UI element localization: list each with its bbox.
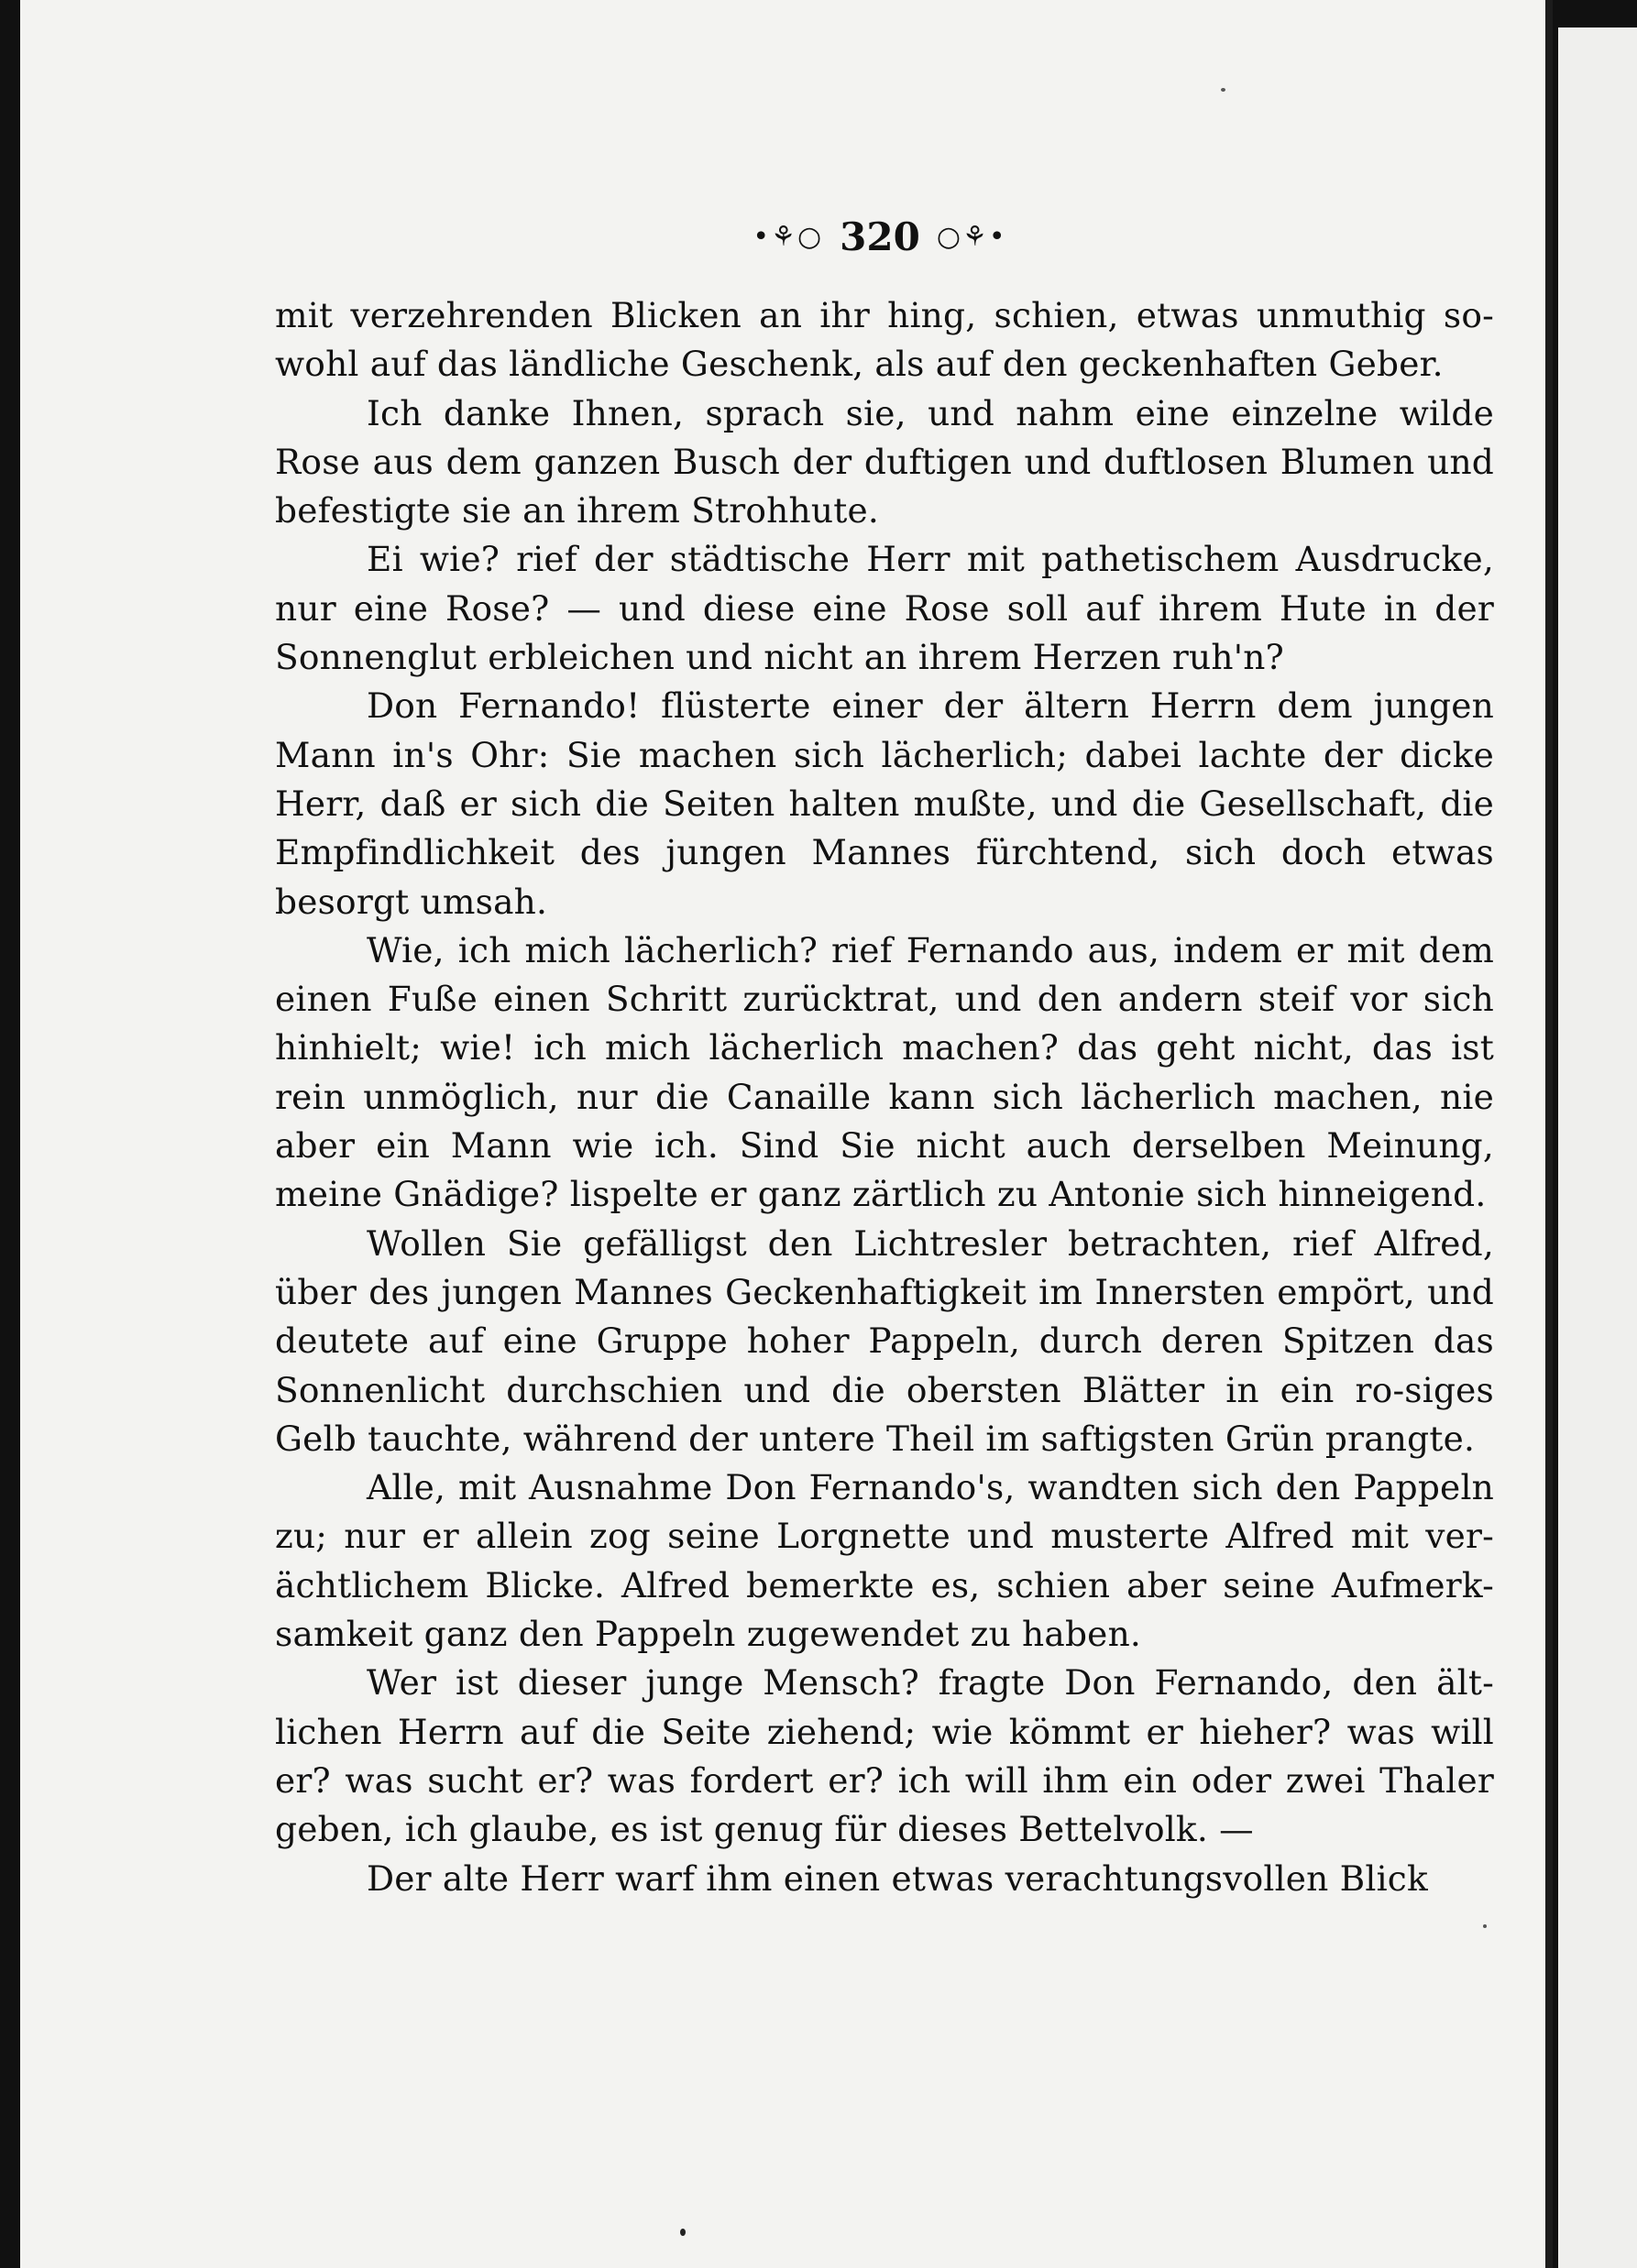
- paragraph-6: Wollen Sie gefälligst den Lichtresler betrachten, rief Alfred, über des jungen Mannes Geckenhaftigkeit im Innersten empört, und deutete auf eine Gruppe hoher Pappeln, durch deren Spitzen das Sonnenlicht durchschien und die obersten Blätter in ein ro-siges Gelb tauchte, während der untere Theil im saftigsten Grün prangte.: [275, 1222, 1494, 1459]
- paragraph-9: Der alte Herr warf ihm einen etwas verachtungsvollen Blick: [367, 1857, 1428, 1899]
- adjacent-page-edge: [1558, 27, 1637, 2268]
- ornament-left-icon: •⚘○: [753, 220, 824, 253]
- paragraph-8: Wer ist dieser junge Mensch? fragte Don Fernando, den ält-lichen Herrn auf die Seite ziehend; wie kömmt er hieher? was will er? was sucht er? was fordert er? ich will ihm ein oder zwei Thaler geben, ich glaube, es ist genug für dieses Bettelvolk. —: [275, 1662, 1494, 1850]
- paragraph-3: Ei wie? rief der städtische Herr mit pathetischem Ausdrucke, nur eine Rose? — und diese eine Rose soll auf ihrem Hute in der Sonnenglut erbleichen und nicht an ihrem Herzen ruh'n?: [275, 539, 1494, 678]
- paragraph-2: Ich danke Ihnen, sprach sie, und nahm eine einzelne wilde Rose aus dem ganzen Busch der duftigen und duftlosen Blumen und befestigte sie an ihrem Strohhute.: [275, 392, 1494, 531]
- scan-speck: [1221, 88, 1225, 92]
- paragraph-7: Alle, mit Ausnahme Don Fernando's, wandten sich den Pappeln zu; nur er allein zog seine Lorgnette und musterte Alfred mit ver-ächtlichem Blicke. Alfred bemerkte es, schien aber seine Aufmerk-samkeit ganz den Pappeln zugewendet zu haben.: [275, 1467, 1494, 1655]
- scan-speck: [680, 2229, 686, 2236]
- paragraph-5: Wie, ich mich lächerlich? rief Fernando aus, indem er mit dem einen Fuße einen Schritt zurücktrat, und den andern steif vor sich hinhielt; wie! ich mich lächerlich machen? das geht nicht, das ist rein unmöglich, nur die Canaille kann sich lächerlich machen, nie aber ein Mann wie ich. Sind Sie nicht auch derselben Meinung, meine Gnädige? lispelte er ganz zärtlich zu Antonie sich hinneigend.: [275, 929, 1494, 1215]
- body-text: [275, 291, 1494, 1903]
- paragraph-1: mit verzehrenden Blicken an ihr hing, schien, etwas unmuthig so-wohl auf das ländliche Geschenk, als auf den geckenhaften Geber.: [275, 295, 1494, 385]
- paragraph-4: Don Fernando! flüsterte einer der ältern Herrn dem jungen Mann in's Ohr: Sie machen sich lächerlich; dabei lachte der dicke Herr, daß er sich die Seiten halten mußte, und die Gesellschaft, die Empfindlichkeit des jungen Mannes fürchtend, sich doch etwas besorgt umsah.: [275, 685, 1494, 922]
- page-number: 320: [840, 214, 920, 259]
- ornament-right-icon: ○⚘•: [936, 220, 1007, 253]
- page-header: [724, 209, 1036, 264]
- scan-speck: [1483, 1924, 1487, 1928]
